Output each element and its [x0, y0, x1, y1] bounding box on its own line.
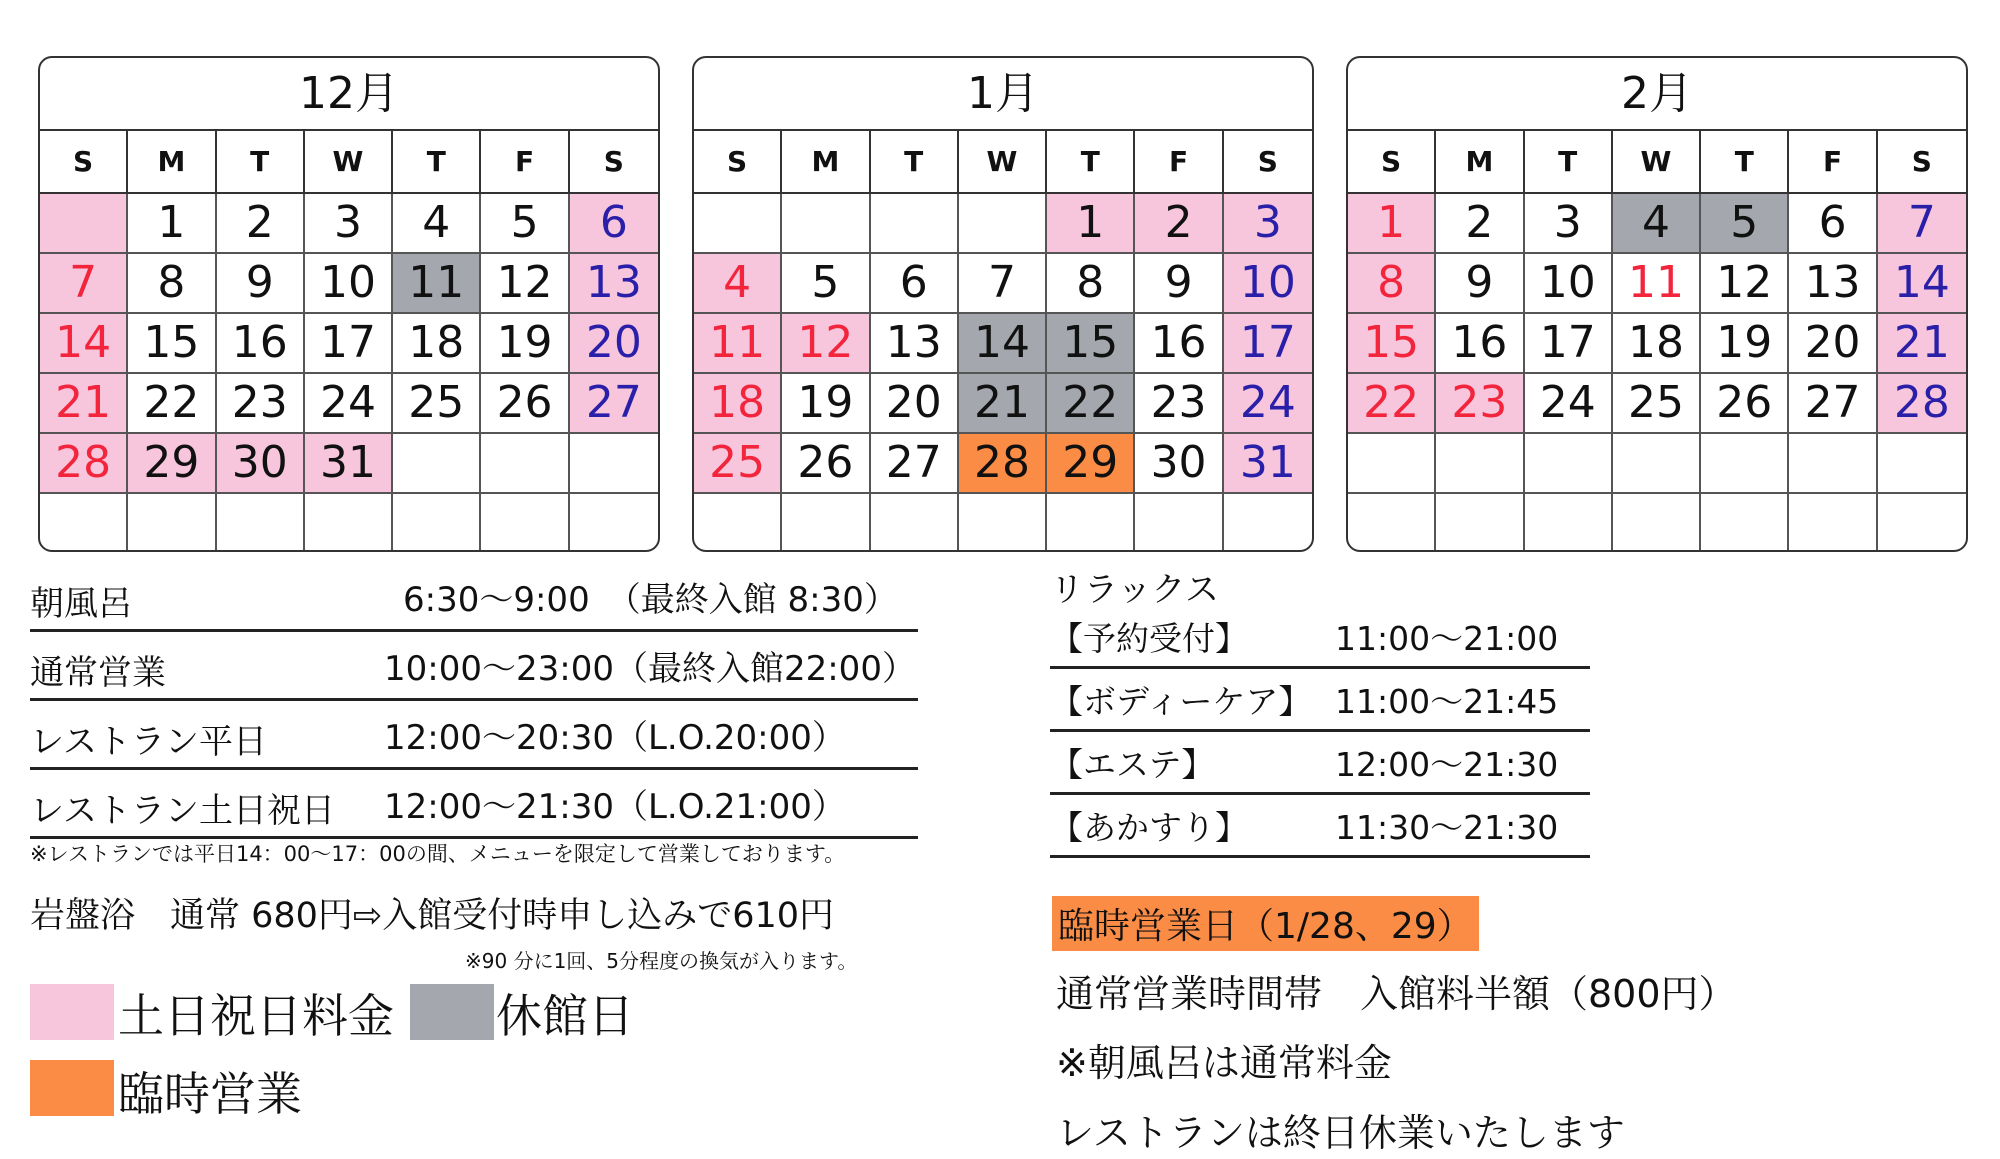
day-cell: 26 [481, 374, 569, 434]
day-cell: 22 [1047, 374, 1135, 434]
day-cell: 6 [871, 254, 959, 314]
calendar-grid [40, 194, 658, 552]
legend-label-holiday-rate: 土日祝日料金 [118, 989, 394, 1043]
relax-value: 11:30〜21:30 [1335, 808, 1559, 847]
legend-swatch-orange [30, 1060, 114, 1116]
legend-swatch-gray [410, 984, 494, 1040]
day-cell: 25 [393, 374, 481, 434]
day-cell: 2 [1135, 194, 1223, 254]
calendar-grid [694, 194, 1312, 552]
day-cell [782, 494, 870, 552]
legend-label-special: 臨時営業 [118, 1067, 302, 1121]
weekday-label: M [128, 131, 216, 192]
day-cell [481, 434, 569, 494]
day-cell: 7 [1878, 194, 1966, 254]
weekday-label: T [217, 131, 305, 192]
relax-row [1050, 795, 1590, 858]
day-cell: 15 [128, 314, 216, 374]
day-cell [1047, 494, 1135, 552]
hours-label: 通常営業 [30, 653, 166, 693]
weekday-label: F [481, 131, 569, 192]
weekday-label: T [1701, 131, 1789, 192]
day-cell: 22 [128, 374, 216, 434]
day-cell [959, 194, 1047, 254]
day-cell: 23 [1135, 374, 1223, 434]
legend-label-closed: 休館日 [496, 989, 634, 1043]
weekday-header [40, 131, 658, 194]
day-cell [40, 494, 128, 552]
calendar-title: 12月 [40, 58, 658, 131]
restaurant-note: ※レストランでは平日14：00〜17：00の間、メニューを限定して営業しております。 [30, 842, 846, 866]
relax-label: 【予約受付】 [1050, 619, 1248, 658]
relax-row [1050, 606, 1590, 669]
hours-value: 12:00〜20:30（L.O.20:00） [384, 718, 846, 758]
weekday-label: T [1047, 131, 1135, 192]
business-hours [30, 563, 918, 839]
day-cell [1789, 434, 1877, 494]
special-line-1: 通常営業時間帯 入館料半額（800円） [1056, 972, 1737, 1016]
special-day-heading: 臨時営業日（1/28、29） [1052, 896, 1479, 951]
day-cell: 2 [1436, 194, 1524, 254]
day-cell [1789, 494, 1877, 552]
day-cell: 18 [694, 374, 782, 434]
weekday-label: W [1613, 131, 1701, 192]
weekday-label: S [694, 131, 782, 192]
day-cell: 12 [1701, 254, 1789, 314]
day-cell [393, 434, 481, 494]
day-cell: 24 [1224, 374, 1312, 434]
weekday-label: F [1135, 131, 1223, 192]
ganbanyoku-note: ※90 分に1回、5分程度の換気が入ります。 [465, 949, 858, 973]
day-cell: 13 [871, 314, 959, 374]
day-cell: 13 [1789, 254, 1877, 314]
relax-value: 12:00〜21:30 [1335, 745, 1559, 784]
day-cell: 5 [1701, 194, 1789, 254]
hours-row-regular [30, 632, 918, 701]
calendar-december [38, 56, 660, 552]
day-cell: 21 [40, 374, 128, 434]
calendar-grid [1348, 194, 1966, 552]
day-cell: 4 [393, 194, 481, 254]
day-cell: 14 [1878, 254, 1966, 314]
day-cell: 4 [694, 254, 782, 314]
day-cell [305, 494, 393, 552]
day-cell: 14 [959, 314, 1047, 374]
day-cell: 27 [871, 434, 959, 494]
special-line-2: ※朝風呂は通常料金 [1056, 1041, 1392, 1085]
calendar-february [1346, 56, 1968, 552]
day-cell: 3 [1525, 194, 1613, 254]
day-cell: 5 [481, 194, 569, 254]
day-cell [694, 494, 782, 552]
day-cell: 12 [481, 254, 569, 314]
day-cell: 16 [1135, 314, 1223, 374]
day-cell: 15 [1047, 314, 1135, 374]
day-cell: 2 [217, 194, 305, 254]
day-cell: 9 [1135, 254, 1223, 314]
day-cell: 20 [570, 314, 658, 374]
hours-row-asaburo [30, 563, 918, 632]
day-cell: 26 [782, 434, 870, 494]
day-cell: 6 [1789, 194, 1877, 254]
calendar-title: 1月 [694, 58, 1312, 131]
day-cell [481, 494, 569, 552]
day-cell [694, 194, 782, 254]
hours-label: レストラン土日祝日 [30, 791, 335, 831]
day-cell [128, 494, 216, 552]
weekday-label: W [959, 131, 1047, 192]
day-cell: 11 [1613, 254, 1701, 314]
day-cell: 25 [694, 434, 782, 494]
day-cell: 27 [1789, 374, 1877, 434]
day-cell: 5 [782, 254, 870, 314]
relax-value: 11:00〜21:00 [1335, 619, 1559, 658]
day-cell: 8 [128, 254, 216, 314]
day-cell [393, 494, 481, 552]
day-cell [40, 194, 128, 254]
weekday-label: T [393, 131, 481, 192]
relax-row [1050, 669, 1590, 732]
day-cell: 23 [217, 374, 305, 434]
day-cell: 19 [481, 314, 569, 374]
hours-label: レストラン平日 [30, 722, 267, 762]
day-cell: 28 [40, 434, 128, 494]
day-cell: 21 [1878, 314, 1966, 374]
day-cell: 9 [217, 254, 305, 314]
day-cell: 23 [1436, 374, 1524, 434]
relax-label: 【エステ】 [1050, 745, 1215, 784]
day-cell: 29 [1047, 434, 1135, 494]
weekday-label: T [1525, 131, 1613, 192]
day-cell: 9 [1436, 254, 1524, 314]
weekday-label: S [603, 145, 624, 178]
day-cell [1436, 434, 1524, 494]
weekday-label: M [782, 131, 870, 192]
day-cell: 6 [570, 194, 658, 254]
weekday-header [1348, 131, 1966, 194]
day-cell [1701, 494, 1789, 552]
day-cell: 11 [694, 314, 782, 374]
day-cell [871, 194, 959, 254]
day-cell: 16 [217, 314, 305, 374]
day-cell: 1 [1348, 194, 1436, 254]
day-cell: 29 [128, 434, 216, 494]
day-cell: 1 [1047, 194, 1135, 254]
day-cell [1348, 494, 1436, 552]
day-cell [1436, 494, 1524, 552]
day-cell: 20 [871, 374, 959, 434]
relax-label: 【あかすり】 [1050, 808, 1248, 847]
day-cell: 30 [217, 434, 305, 494]
day-cell: 15 [1348, 314, 1436, 374]
day-cell: 12 [782, 314, 870, 374]
day-cell: 21 [959, 374, 1047, 434]
day-cell: 1 [128, 194, 216, 254]
day-cell [1348, 434, 1436, 494]
day-cell: 31 [1224, 434, 1312, 494]
day-cell: 7 [959, 254, 1047, 314]
hours-value: 12:00〜21:30（L.O.21:00） [384, 787, 846, 827]
calendar-january [692, 56, 1314, 552]
weekday-label: S [1257, 145, 1278, 178]
day-cell: 31 [305, 434, 393, 494]
weekday-label: S [1348, 131, 1436, 192]
day-cell [1701, 434, 1789, 494]
day-cell: 16 [1436, 314, 1524, 374]
day-cell [1878, 494, 1966, 552]
day-cell: 3 [1224, 194, 1312, 254]
day-cell: 22 [1348, 374, 1436, 434]
day-cell: 13 [570, 254, 658, 314]
hours-value: 6:30〜9:00 （最終入館 8:30） [403, 580, 898, 620]
day-cell [1135, 494, 1223, 552]
ganbanyoku-price: 岩盤浴 通常 680円⇨入館受付時申し込みで610円 [30, 896, 835, 936]
day-cell: 27 [570, 374, 658, 434]
day-cell [1613, 434, 1701, 494]
day-cell: 17 [1525, 314, 1613, 374]
day-cell [1525, 494, 1613, 552]
weekday-label: M [1436, 131, 1524, 192]
relax-label: 【ボディーケア】 [1050, 682, 1312, 721]
day-cell [1224, 494, 1312, 552]
day-cell: 19 [782, 374, 870, 434]
weekday-label: S [1911, 145, 1932, 178]
day-cell: 30 [1135, 434, 1223, 494]
day-cell [1613, 494, 1701, 552]
day-cell: 28 [959, 434, 1047, 494]
day-cell: 8 [1348, 254, 1436, 314]
day-cell: 10 [1525, 254, 1613, 314]
day-cell [782, 194, 870, 254]
day-cell: 18 [1613, 314, 1701, 374]
day-cell: 8 [1047, 254, 1135, 314]
weekday-label: W [305, 131, 393, 192]
day-cell: 3 [305, 194, 393, 254]
legend-swatch-pink [30, 984, 114, 1040]
weekday-label: F [1789, 131, 1877, 192]
day-cell: 10 [305, 254, 393, 314]
special-line-3: レストランは終日休業いたします [1056, 1111, 1625, 1155]
hours-row-restaurant-weekday [30, 701, 918, 770]
day-cell: 19 [1701, 314, 1789, 374]
relax-row [1050, 732, 1590, 795]
day-cell: 25 [1613, 374, 1701, 434]
day-cell: 20 [1789, 314, 1877, 374]
weekday-header [694, 131, 1312, 194]
day-cell: 17 [305, 314, 393, 374]
day-cell: 10 [1224, 254, 1312, 314]
day-cell [959, 494, 1047, 552]
day-cell: 18 [393, 314, 481, 374]
day-cell: 28 [1878, 374, 1966, 434]
day-cell [217, 494, 305, 552]
relax-value: 11:00〜21:45 [1335, 682, 1559, 721]
day-cell: 11 [393, 254, 481, 314]
relax-section [1050, 562, 1590, 858]
hours-value: 10:00〜23:00（最終入館22:00） [384, 649, 916, 689]
calendar-title: 2月 [1348, 58, 1966, 131]
hours-row-restaurant-holiday [30, 770, 918, 839]
relax-title: リラックス [1050, 570, 1219, 610]
day-cell: 17 [1224, 314, 1312, 374]
day-cell: 14 [40, 314, 128, 374]
day-cell [570, 494, 658, 552]
hours-label: 朝風呂 [30, 584, 132, 624]
day-cell [871, 494, 959, 552]
weekday-label: S [40, 131, 128, 192]
day-cell: 26 [1701, 374, 1789, 434]
day-cell [570, 434, 658, 494]
day-cell [1525, 434, 1613, 494]
weekday-label: T [871, 131, 959, 192]
day-cell: 4 [1613, 194, 1701, 254]
day-cell: 7 [40, 254, 128, 314]
day-cell: 24 [1525, 374, 1613, 434]
day-cell [1878, 434, 1966, 494]
day-cell: 24 [305, 374, 393, 434]
